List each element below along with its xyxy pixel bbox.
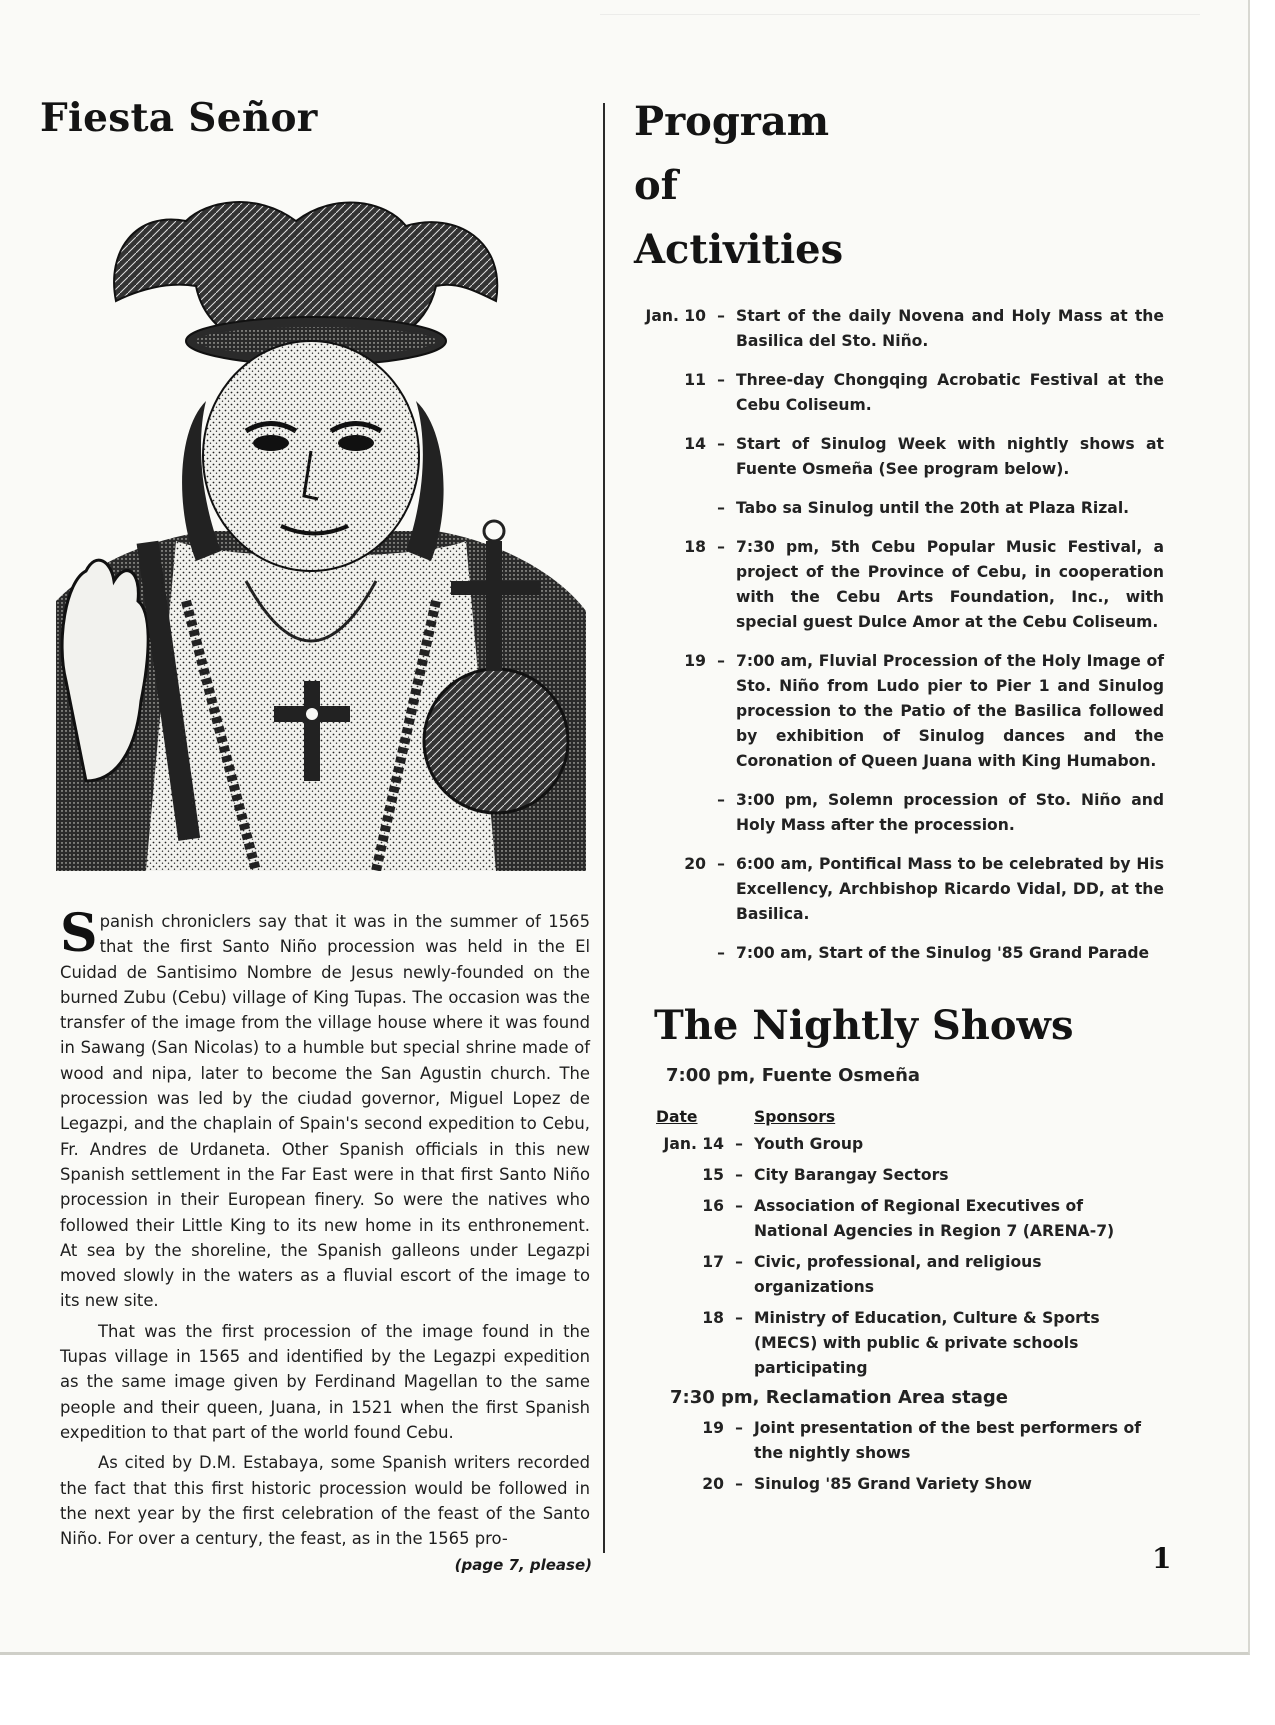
dash: – bbox=[717, 652, 725, 670]
schedule-date: 19 bbox=[702, 1419, 724, 1437]
activity-text: Start of the daily Novena and Holy Mass at the Basilica del Sto. Niño. bbox=[736, 307, 1164, 350]
schedule-list bbox=[656, 1132, 1174, 1381]
left-column bbox=[40, 95, 600, 1574]
sponsor-text: Youth Group bbox=[754, 1135, 864, 1153]
santo-nino-engraving bbox=[56, 181, 586, 871]
activities-list bbox=[634, 304, 1174, 966]
dash: – bbox=[735, 1309, 743, 1327]
dash: – bbox=[735, 1166, 743, 1184]
list-item bbox=[656, 1132, 1174, 1157]
schedule-date: 16 bbox=[702, 1197, 724, 1215]
list-item bbox=[634, 788, 1174, 838]
dash: – bbox=[717, 371, 725, 389]
schedule-date: 17 bbox=[702, 1253, 724, 1271]
dash: – bbox=[735, 1135, 743, 1153]
list-item bbox=[634, 535, 1174, 635]
dash: – bbox=[717, 538, 725, 556]
article-paragraph: As cited by D.M. Estabaya, some Spanish writers recorded the fact that this first historic procession would be followed in the next year by the first celebration of the feast of the Santo Niño. For over a century, the feast, as in the 1565 pro- bbox=[60, 1453, 590, 1549]
list-item bbox=[634, 496, 1174, 521]
activity-text: 7:30 pm, 5th Cebu Popular Music Festival, a project of the Province of Cebu, in cooperation with the Cebu Arts Foundation, Inc., with special guest Dulce Amor at the Cebu Coliseum. bbox=[736, 538, 1164, 631]
page-number: 1 bbox=[1152, 1542, 1172, 1575]
dash: – bbox=[717, 499, 725, 517]
list-item bbox=[634, 941, 1174, 966]
activity-date: Jan. 10 bbox=[645, 307, 706, 325]
list-item bbox=[634, 304, 1174, 354]
page-edge bbox=[600, 14, 1200, 15]
activity-date bbox=[634, 496, 706, 521]
nightly-shows-title: The Nightly Shows bbox=[654, 1002, 1074, 1049]
program-title-line: Program bbox=[634, 98, 830, 145]
schedule-date: 18 bbox=[702, 1309, 724, 1327]
drop-cap: S bbox=[60, 903, 98, 964]
activity-text: 7:00 am, Fluvial Procession of the Holy Image of Sto. Niño from Ludo pier to Pier 1 and Sinulog procession to the Patio of the Basilica followed by exhibition of Sinulog dances and the Coronation of Queen Juana with King Humabon. bbox=[736, 652, 1164, 770]
list-item bbox=[634, 852, 1174, 927]
santo-nino-illustration bbox=[56, 181, 586, 871]
schedule-date: 15 bbox=[702, 1166, 724, 1184]
dash: – bbox=[717, 791, 725, 809]
paragraph-text: panish chroniclers say that it was in the summer of 1565 that the first Santo Niño procession was held in the El Cuidad de Santisimo Nombre de Jesus newly-founded on the burned Zubu (Cebu) village of King Tupas. The occasion was the transfer of the image from the village house where it was found in Sawang (San Nicolas) to a humble but special shrine made of wood and nipa, later to become the San Agustin church. The procession was led by the ciudad governor, Miguel Lopez de Legazpi, and the chaplain of Spain's second expedition to Cebu, Fr. Andres de Urdaneta. Other Spanish officials in this new Spanish settlement in the Far East were in that first Santo Niño procession in their European finery. So were the natives who followed their Little King to its new home in its enthronement. At sea by the shoreline, the Spanish galleons under Legazpi moved slowly in the waters as a fluvial escort of the image to its new site. bbox=[60, 912, 590, 1311]
activity-date: 19 bbox=[684, 652, 706, 670]
dash: – bbox=[735, 1419, 743, 1437]
column-divider bbox=[603, 103, 605, 1553]
activity-text: 6:00 am, Pontifical Mass to be celebrated by His Excellency, Archbishop Ricardo Vidal, DD, at the Basilica. bbox=[736, 855, 1164, 923]
article-body bbox=[60, 903, 590, 1551]
schedule-date: Jan. 14 bbox=[663, 1135, 724, 1153]
activity-date: 20 bbox=[684, 855, 706, 873]
dash: – bbox=[717, 855, 725, 873]
program-title bbox=[634, 90, 1174, 282]
activity-text: Three-day Chongqing Acrobatic Festival at the Cebu Coliseum. bbox=[736, 371, 1164, 414]
activity-date: 11 bbox=[684, 371, 706, 389]
activity-text: Start of Sinulog Week with nightly shows at Fuente Osmeña (See program below). bbox=[736, 435, 1164, 478]
program-title-line: Activities bbox=[634, 226, 844, 273]
activity-text: Tabo sa Sinulog until the 20th at Plaza Rizal. bbox=[736, 499, 1130, 517]
continued-note: (page 7, please) bbox=[454, 1556, 592, 1575]
dash: – bbox=[717, 307, 725, 325]
sponsor-text: Sinulog '85 Grand Variety Show bbox=[754, 1475, 1032, 1493]
schedule-header bbox=[656, 1108, 1174, 1126]
venue-heading: 7:30 pm, Reclamation Area stage bbox=[670, 1387, 1008, 1408]
program-title-line: of bbox=[634, 162, 678, 209]
dash: – bbox=[717, 435, 725, 453]
list-item bbox=[634, 368, 1174, 418]
activity-text: 3:00 pm, Solemn procession of Sto. Niño and Holy Mass after the procession. bbox=[736, 791, 1164, 834]
sponsors-column-header: Sponsors bbox=[754, 1108, 836, 1126]
right-column bbox=[634, 90, 1174, 1503]
list-item bbox=[656, 1163, 1174, 1188]
date-column-header: Date bbox=[656, 1108, 698, 1126]
list-item bbox=[634, 432, 1174, 482]
list-item bbox=[656, 1306, 1174, 1381]
activity-date bbox=[634, 788, 706, 838]
list-item bbox=[656, 1472, 1174, 1497]
dash: – bbox=[735, 1197, 743, 1215]
article-paragraph: That was the first procession of the image found in the Tupas village in 1565 and identified by the Legazpi expedition as the same image given by Ferdinand Magellan to the same people and their queen, Juana, in 1521 when the first Spanish expedition to that part of the world found Cebu. bbox=[60, 1321, 590, 1442]
activity-date bbox=[634, 941, 706, 966]
activity-date: 14 bbox=[684, 435, 706, 453]
list-item bbox=[656, 1194, 1174, 1244]
venue-heading: 7:00 pm, Fuente Osmeña bbox=[666, 1065, 921, 1086]
sponsor-text: City Barangay Sectors bbox=[754, 1166, 949, 1184]
list-item bbox=[656, 1250, 1174, 1300]
schedule-list bbox=[656, 1416, 1174, 1497]
schedule-date: 20 bbox=[702, 1475, 724, 1493]
article-paragraph bbox=[60, 903, 590, 1314]
list-item bbox=[634, 649, 1174, 774]
dash: – bbox=[717, 944, 725, 962]
sponsor-text: Ministry of Education, Culture & Sports (MECS) with public & private schools participating bbox=[754, 1309, 1100, 1377]
sponsor-text: Civic, professional, and religious organizations bbox=[754, 1253, 1042, 1296]
list-item bbox=[656, 1416, 1174, 1466]
dash: – bbox=[735, 1475, 743, 1493]
activity-date: 18 bbox=[684, 538, 706, 556]
sponsor-text: Joint presentation of the best performers of the nightly shows bbox=[754, 1419, 1141, 1462]
dash: – bbox=[735, 1253, 743, 1271]
article-title: Fiesta Señor bbox=[40, 95, 318, 141]
activity-text: 7:00 am, Start of the Sinulog '85 Grand Parade bbox=[736, 944, 1150, 962]
sponsor-text: Association of Regional Executives of National Agencies in Region 7 (ARENA-7) bbox=[754, 1197, 1115, 1240]
